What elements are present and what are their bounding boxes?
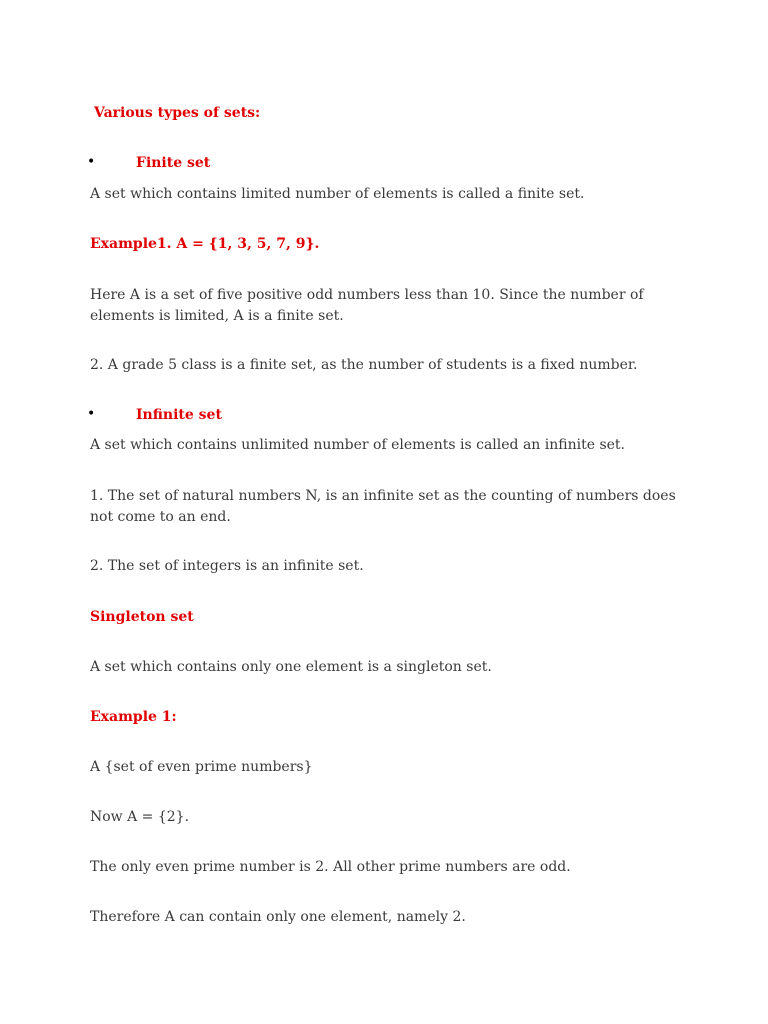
singleton-set-example-label: Example 1: (90, 709, 177, 725)
bullet-infinite-set: • (87, 406, 96, 422)
heading-infinite-set: Infinite set (136, 407, 222, 423)
singleton-set-definition: A set which contains only one element is a singleton set. (90, 659, 492, 675)
finite-set-example-label: Example1. A = {1, 3, 5, 7, 9}. (90, 236, 320, 252)
finite-set-definition: A set which contains limited number of elements is called a finite set. (90, 186, 585, 202)
heading-finite-set: Finite set (136, 155, 211, 171)
infinite-set-example-1: 1. The set of natural numbers N, is an infinite set as the counting of numbers does not come to an end. (90, 488, 676, 525)
page-title: Various types of sets: (94, 105, 261, 121)
singleton-set-line-3: The only even prime number is 2. All other prime numbers are odd. (90, 859, 571, 875)
finite-set-example-text: Here A is a set of five positive odd numbers less than 10. Since the number of elements is limited, A is a finite set. (90, 287, 644, 324)
bullet-finite-set: • (87, 154, 96, 170)
infinite-set-example-2: 2. The set of integers is an infinite set. (90, 558, 364, 574)
singleton-set-line-4: Therefore A can contain only one element, namely 2. (90, 909, 466, 925)
singleton-set-line-2: Now A = {2}. (90, 809, 190, 825)
infinite-set-definition: A set which contains unlimited number of elements is called an infinite set. (90, 437, 625, 453)
heading-singleton-set: Singleton set (90, 609, 194, 625)
finite-set-example-2: 2. A grade 5 class is a finite set, as the number of students is a fixed number. (90, 357, 638, 373)
singleton-set-line-1: A {set of even prime numbers} (90, 759, 313, 775)
